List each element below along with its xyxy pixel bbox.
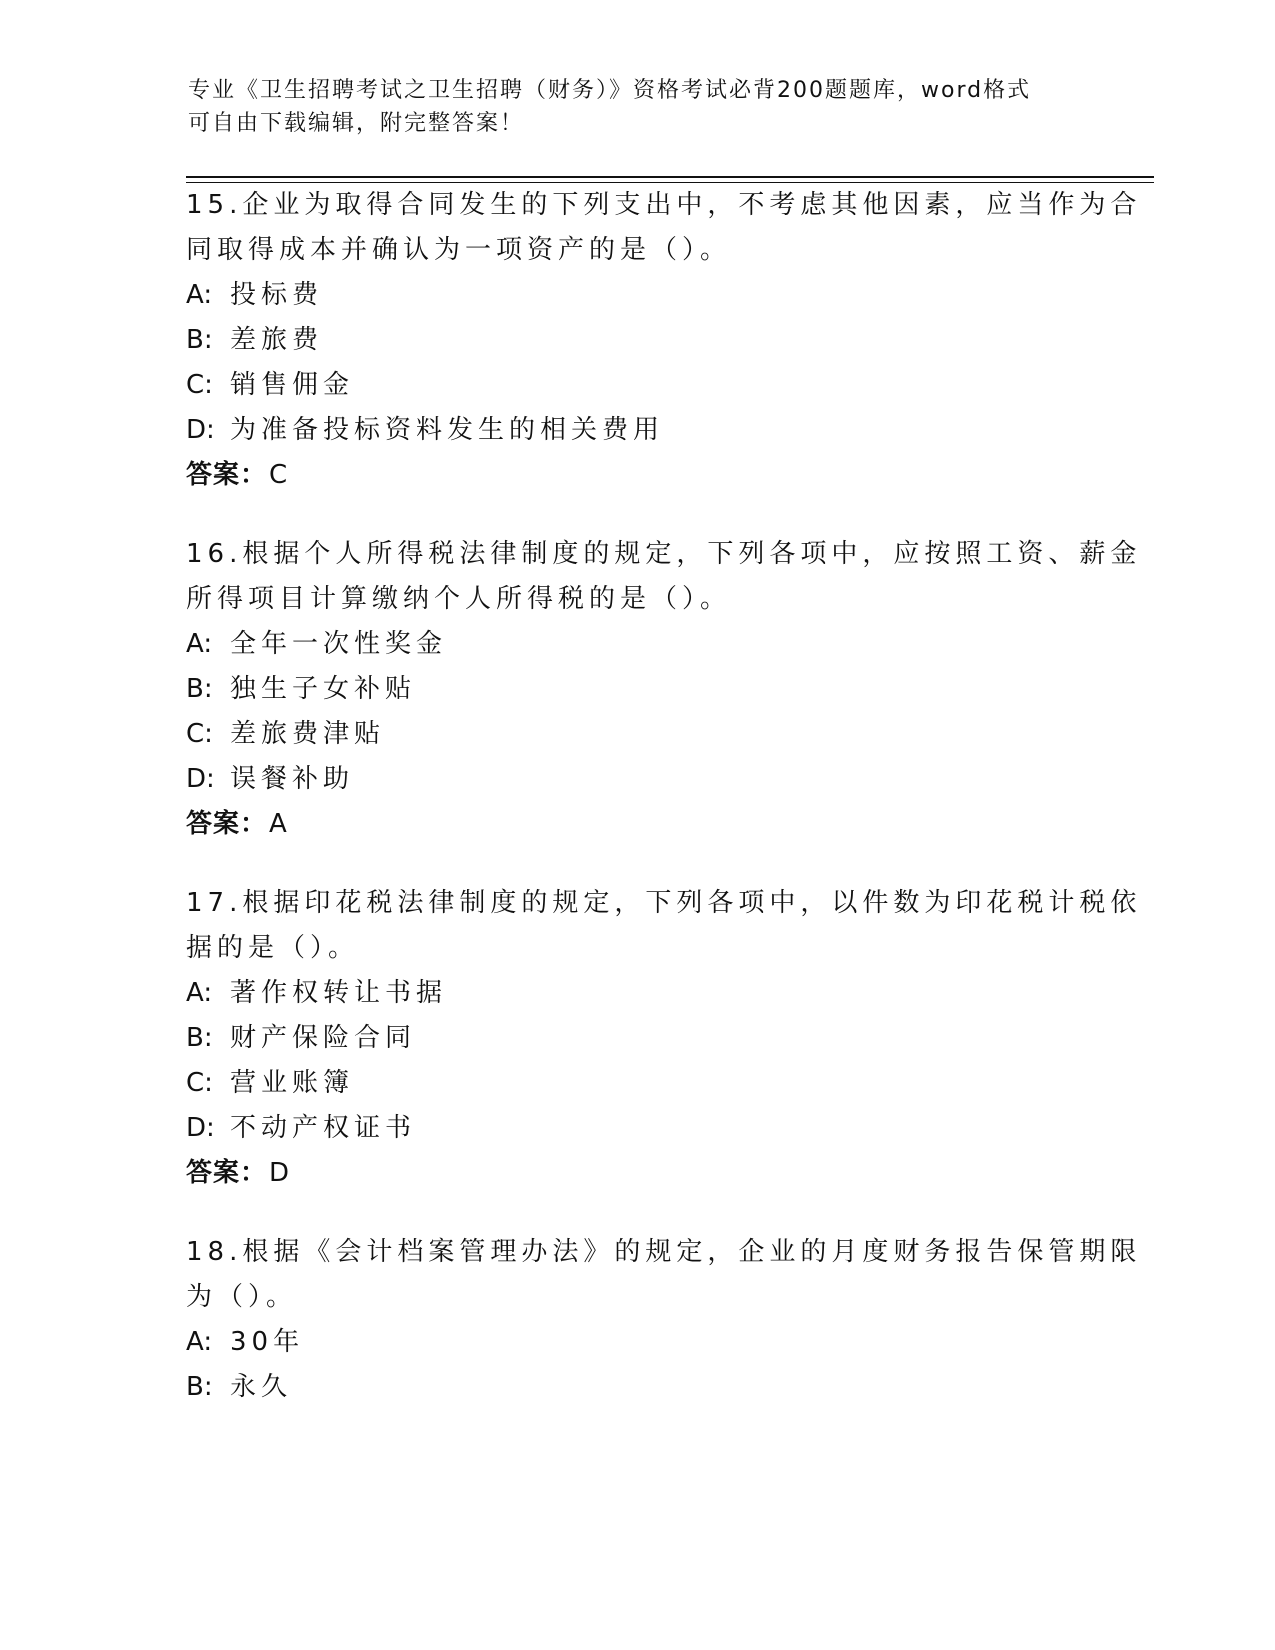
question-15 xyxy=(186,183,1142,498)
option-text: 永久 xyxy=(230,1372,293,1402)
stem-line: 同取得成本并确认为一项资产的是（）。 xyxy=(186,235,732,265)
answer-line xyxy=(186,1151,1086,1196)
stem-line: 15.企业为取得合同发生的下列支出中，不考虑其他因素，应当作为合 xyxy=(186,190,1142,220)
question-stem xyxy=(186,881,1142,971)
header-line-1: 专业《卫生招聘考试之卫生招聘（财务）》资格考试必背200题题库，word格式 xyxy=(188,78,1032,103)
option-c xyxy=(186,1061,1086,1106)
option-key: C: xyxy=(186,370,213,400)
answer-line xyxy=(186,453,1086,498)
option-text: 全年一次性奖金 xyxy=(230,629,448,659)
option-c xyxy=(186,712,1086,757)
answer-label: 答案： xyxy=(186,460,268,490)
option-key: D: xyxy=(186,1113,215,1143)
option-key: A: xyxy=(186,629,213,659)
option-b xyxy=(186,318,1086,363)
option-text: 独生子女补贴 xyxy=(230,674,417,704)
option-b xyxy=(186,1016,1086,1061)
option-key: B: xyxy=(186,325,213,355)
option-b xyxy=(186,1365,1086,1410)
option-text: 财产保险合同 xyxy=(230,1023,417,1053)
answer-value: A xyxy=(269,809,288,839)
option-text: 差旅费津贴 xyxy=(230,719,386,749)
option-text: 著作权转让书据 xyxy=(230,978,448,1008)
answer-label: 答案： xyxy=(186,1158,268,1188)
question-17 xyxy=(186,881,1142,1196)
option-text: 销售佣金 xyxy=(230,370,355,400)
option-a xyxy=(186,273,1086,318)
option-key: A: xyxy=(186,978,213,1008)
option-key: D: xyxy=(186,415,215,445)
question-stem xyxy=(186,183,1142,273)
option-d xyxy=(186,757,1086,802)
question-stem xyxy=(186,532,1142,622)
option-key: B: xyxy=(186,1023,213,1053)
stem-line: 17.根据印花税法律制度的规定，下列各项中，以件数为印花税计税依 xyxy=(186,888,1142,918)
header-line-2: 可自由下载编辑，附完整答案！ xyxy=(188,111,525,136)
option-a xyxy=(186,971,1086,1016)
option-c xyxy=(186,363,1086,408)
option-text: 差旅费 xyxy=(230,325,324,355)
option-key: D: xyxy=(186,764,215,794)
option-b xyxy=(186,667,1086,712)
question-16 xyxy=(186,532,1142,847)
option-text: 为准备投标资料发生的相关费用 xyxy=(230,415,665,445)
option-text: 营业账簿 xyxy=(230,1068,355,1098)
option-d xyxy=(186,1106,1086,1151)
question-18 xyxy=(186,1230,1142,1410)
answer-value: D xyxy=(269,1158,291,1188)
option-text: 误餐补助 xyxy=(230,764,355,794)
option-text: 30年 xyxy=(230,1327,305,1357)
answer-label: 答案： xyxy=(186,809,268,839)
option-key: C: xyxy=(186,719,213,749)
document-header xyxy=(188,74,1088,140)
option-a xyxy=(186,1320,1086,1365)
question-stem xyxy=(186,1230,1142,1320)
header-divider-thick xyxy=(186,176,1154,178)
stem-line: 为（）。 xyxy=(186,1282,298,1312)
option-key: C: xyxy=(186,1068,213,1098)
stem-line: 18.根据《会计档案管理办法》的规定，企业的月度财务报告保管期限 xyxy=(186,1237,1142,1267)
option-a xyxy=(186,622,1086,667)
answer-line xyxy=(186,802,1086,847)
option-text: 投标费 xyxy=(230,280,324,310)
stem-line: 16.根据个人所得税法律制度的规定，下列各项中，应按照工资、薪金 xyxy=(186,539,1142,569)
option-key: B: xyxy=(186,1372,213,1402)
option-key: A: xyxy=(186,280,213,310)
answer-value: C xyxy=(269,460,289,490)
option-d xyxy=(186,408,1086,453)
stem-line: 所得项目计算缴纳个人所得税的是（）。 xyxy=(186,584,732,614)
option-text: 不动产权证书 xyxy=(230,1113,417,1143)
option-key: B: xyxy=(186,674,213,704)
stem-line: 据的是（）。 xyxy=(186,933,360,963)
option-key: A: xyxy=(186,1327,213,1357)
